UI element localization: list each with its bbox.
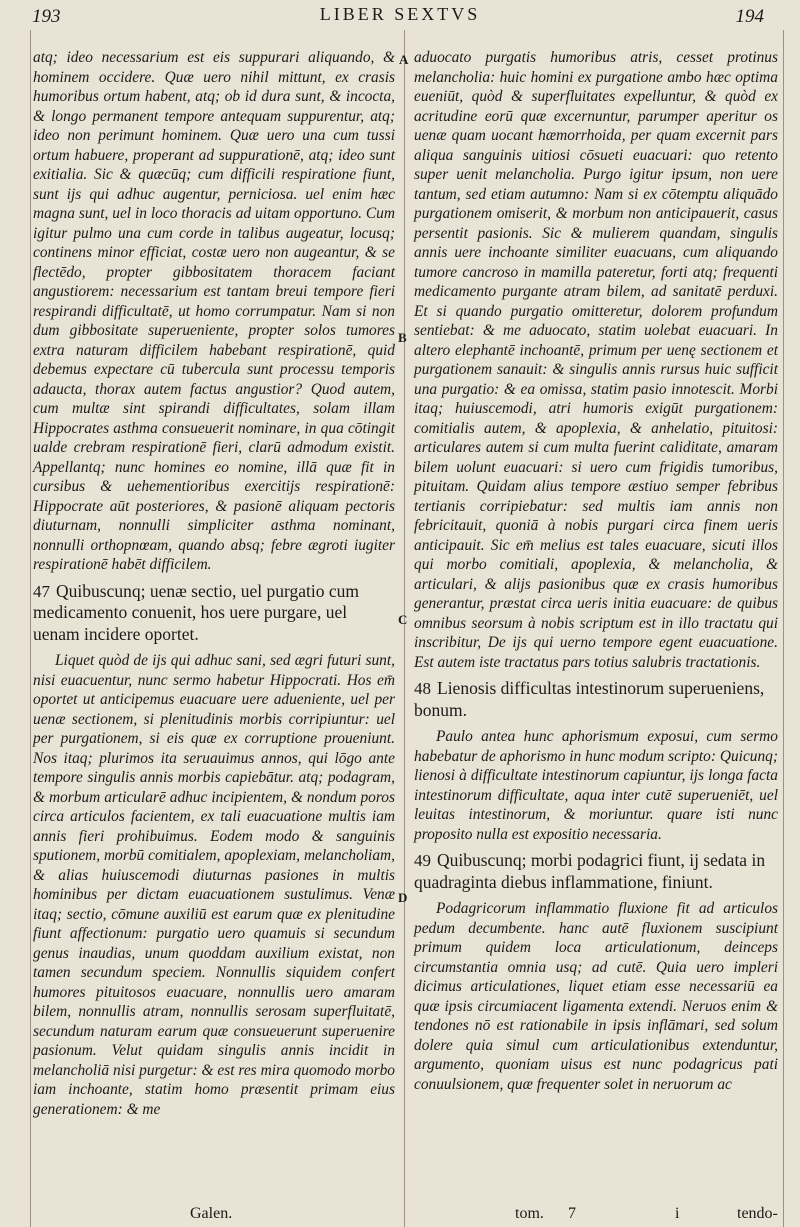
page-number-right: 194 xyxy=(735,6,764,27)
running-title: LIBER SEXTVS xyxy=(319,4,481,24)
right-column xyxy=(414,48,778,1094)
left-rule xyxy=(30,30,31,1227)
aphorism-49-text: Quibuscunq; morbi podagrici fiunt, ij sedata in quadraginta diebus inflammatione, finiunt. xyxy=(414,850,766,892)
right-paragraph-1: aduocato purgatis humoribus atris, cesset protinus melancholia: huic homini ex purgatione ambo hæc optima eueniūt, quòd & superfluitates expelluntur, & quòd ex acritudine eorū quæ excernuntur, parumper aperitur os uenæ quam uocant hæmorrhoida, per quam excernit pars aliqua sanguinis uitiosi cōsueti euacuari: quo retento super uenit melancholia. Purgo igitur ipsum, non uere tantum, sed etiam autumno: Nam si ex cōtemptu aliquādo purgationem omiserit, & morbum non anticipauerit, casus persentit pasionis. Sic & mulierem quandam, singulis annis uere inchoante similiter euacuans, cum aliquando tumore cancroso in mamilla pateretur, forti atq; frequenti medicamento purgante atram bilem, ad sanitatē perduxi. Et si quando purgatio omitteretur, dolorem profundum sentiebat: & me aduocato, statim uolebat euacuari. In altero elephantē inchoantē, primum per uenę sectionem et purgationem sanauit: & singulis annis rursus huic sufficit una purgatio: & ea omissa, statim pasio innotescit. Morbi itaq; huiuscemodi, atri humoris exigūt purgationem: comitialis autem, & apoplexia, & anhelatio, pituitosi: articulares autem si cum multa fuerint caliditate, amaram bilem uolunt euacuari: si uero cum frigidis tumoribus, pituitam. Quidam alius tempore æstiuo semper febribus tertianis corripiebatur: sed multis iam annis non febricitauit, quoniā à nobis purgari circa finem ueris anticipauit. Sic em̄ melius est tales euacuare, sicuti illos qui morbo comitiali, apoplexia, & melancholia, & articulari, & alijs pasionibus quæ ex crasis humoribus generantur, præstat circa ueris initia euacuare: de quibus omnibus seorsum à nobis scriptum est in illo tractatu qui inscribitur, De ijs qui uerno tempore egent euacuatione. Est autem iste tractatus pars totius salubris tractationis. xyxy=(414,49,778,671)
aphorism-49 xyxy=(414,850,778,893)
right-rule xyxy=(783,30,784,1227)
footer-catchword: tendo- xyxy=(737,1205,778,1222)
aphorism-47-text: Quibuscunq; uenæ sectio, uel purgatio cum medicamento conuenit, hos uere purgare, uel uenam incidere oportet. xyxy=(33,580,359,644)
running-header xyxy=(0,2,800,32)
left-paragraph-1: atq; ideo necessarium est eis suppurari aliquando, & hominem occidere. Quæ uero nihil mittunt, ex crasis humoribus ortum habent, atq; ob id dura sunt, & incocta, & longo permanent tempore antequam suppurentur, atq; ideo non perimunt hominem. Quæ uero una cum tussi ortum habuere, properant ad suppurationē, atq; ideo sunt exitialia. Sic & quæcūq; cum difficili respiratione fiunt, sunt ijs qui adhuc augentur, perniciosa. uel enim hæc magna sunt, uel in loco thoracis ad uitam opportuno. Cum igitur pulmo una cum corde in talibus augeatur, locusq; continens minor efficiat, costæ uero non augeantur, & se flectēdo, propter gibbositatem thoracem faciant angustiorem: necessarium est tantam breui tempore fieri respirandi difficultatē, ut homo corrumpatur. Nam si non dum gibbositate superueniente, propter solos tumores extra naturam difficilem habebant respirationē, quid debemus expectare cū tubercula sunt processu temporis adaucta, thorax autem factus angustior? Quod autem, cum multæ sint spirandi difficultates, solam illam Hippocrates asthma consueuerit nominare, in qua cōtingit ualde crebram respirationē fieri, clarū admodum existit. Appellantq; nunc homines eo nomine, illā quæ fit in cursibus & uehementioribus exercitijs respirationē: Hippocrate aūt posteriores, & pasionē aliquam pectoris diuturnam, nonnulli simpliciter asthma nominant, nonnulli orthopnœam, quando absq; febre ægroti iugiter respirationē habēt difficilem. xyxy=(33,49,395,573)
aphorism-49-number: 49 xyxy=(414,851,431,871)
footer-tom: tom. xyxy=(515,1205,544,1222)
footer-author: Galen. xyxy=(190,1205,233,1222)
left-column xyxy=(33,48,395,1119)
aphorism-47-number: 47 xyxy=(33,581,50,601)
left-paragraph-2: Liquet quòd de ijs qui adhuc sani, sed ægri futuri sunt, nisi euacuentur, nunc sermo habetur Hippocrati. Hos em̄ oportet ut anticipemus euacuare uere adueniente, uel per uenæ sectionem, si plenitudinis morbis corripiuntur: uel per purgationem, si eis quæ ex corruptione proueniunt. Nos itaq; plurimos ita seruauimus annos, qui lōgo ante tempore singulis annis morbis capiebātur. atq; podagram, & morbum articularē adhuc incipientem, & nondum poros circa articulos facientem, ex tali euacuatione multis iam annis fieri prohibuimus. Eodem modo & sanguinis sputionem, morbū comitialem, apoplexiam, melancholiam, & alias huiuscemodi diuturnas pasiones in multis hominibus per dictam euacuationem sustulimus. Venæ itaq; sectio, cōmune auxiliū est earum quæ ex plenitudine fiunt affectionum: purgatio uero quamuis si secundum genus inaudias, unum quoddam auxilium existat, non tamen secundum speciem. Nonnullis siquidem confert humores pituitosos euacuare, nonnullis uero amaram bilem, nonnullis atram, nonnullis serosam superfluitatē, secundum naturam earum quæ consueuerunt superuenire pasionum. Velut quidam singulis annis incidit in melancholiā nisi purgetur: & est res mira quomodo morbo iam inchoante, statim homo præsentit primam eius generationem: & me xyxy=(33,652,395,1118)
aphorism-48 xyxy=(414,678,778,721)
aphorism-48-text: Lienosis difficultas intestinorum superueniens, bonum. xyxy=(414,678,765,720)
margin-letter-a: A xyxy=(399,52,409,67)
aphorism-48-number: 48 xyxy=(414,679,431,698)
footer-volume: 7 xyxy=(568,1205,576,1222)
footer-signature: i xyxy=(675,1205,680,1222)
aphorism-47 xyxy=(33,581,395,646)
margin-letter-b: B xyxy=(398,330,407,345)
right-paragraph-2: Paulo antea hunc aphorismum exposui, cum sermo habebatur de aphorismo in hunc modum scripto: Quicunq; lienosi à difficultate intestinorum capiuntur, ijs longa facta intestinorum difficultate, aqua inter cutē superueniēt, uel leuitas intestinorum, & moriuntur. quare isti nunc proposito nulla est expositio necessaria. xyxy=(414,728,778,843)
center-rule xyxy=(404,30,405,1227)
margin-letter-d: D xyxy=(398,890,408,905)
right-paragraph-3: Podagricorum inflammatio fluxione fit ad articulos pedum decumbente. hanc autē fluxionem suscipiunt primum quidem loca articulationum, deinceps circumstantia omnia usq; ad cutē. Quia uero impleri dicimus articulationes, liquet etiam esse necessariū ea quæ ipsis circumiacent ligamenta extendi. Neruos enim & tendones nō est rationabile in ipsis inflāmari, sed solum dolere quia simul cum articulationibus extenduntur, argumento, quoniam uisus est nunc podagricus pati conuulsionem, quæ frequenter solet in neruorum ac xyxy=(414,900,778,1093)
page-number-left: 193 xyxy=(32,6,61,27)
margin-letter-c: C xyxy=(398,612,408,627)
